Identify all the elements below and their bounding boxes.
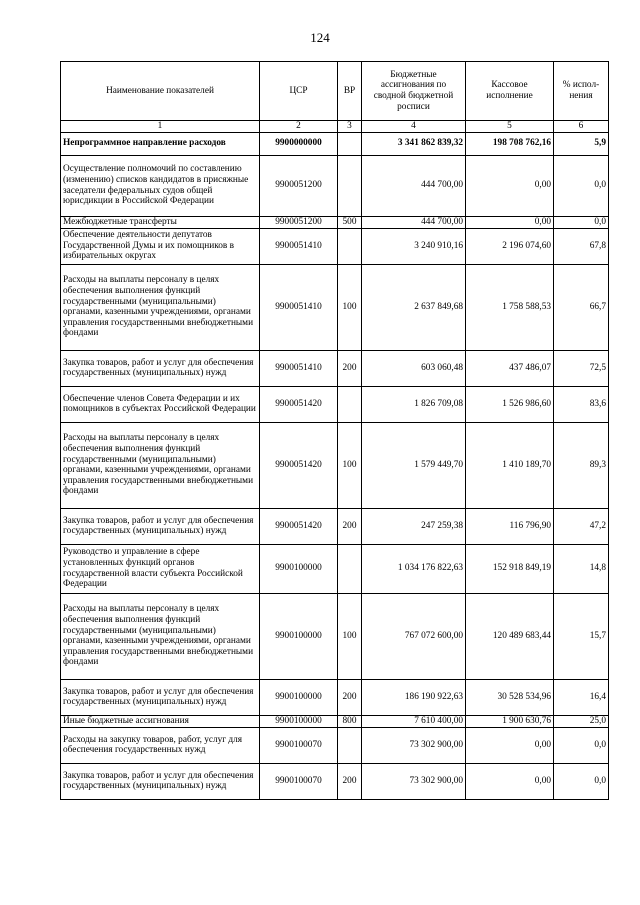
cell-budget: 1 034 176 822,63 <box>362 544 466 593</box>
table-row <box>61 679 609 715</box>
column-number-row <box>61 121 609 133</box>
cell-percent: 25,0 <box>554 715 609 727</box>
column-number: 1 <box>61 121 260 133</box>
cell-csr: 9900100070 <box>260 727 338 763</box>
table-row <box>61 350 609 386</box>
cell-cash: 1 410 189,70 <box>466 422 554 508</box>
table-body <box>61 132 609 799</box>
cell-budget: 1 579 449,70 <box>362 422 466 508</box>
cell-csr: 9900051420 <box>260 508 338 544</box>
cell-name: Руководство и управление в сфере установленных функций органов государственной власти субъекта Российской Федерации <box>61 544 260 593</box>
cell-budget: 767 072 600,00 <box>362 593 466 679</box>
cell-budget: 3 240 910,16 <box>362 228 466 264</box>
cell-vr: 200 <box>338 350 362 386</box>
cell-vr: 100 <box>338 593 362 679</box>
cell-percent: 67,8 <box>554 228 609 264</box>
cell-budget: 3 341 862 839,32 <box>362 132 466 155</box>
cell-name: Обеспечение деятельности депутатов Государственной Думы и их помощников в избирательных округах <box>61 228 260 264</box>
cell-csr: 9900051410 <box>260 350 338 386</box>
cell-name: Расходы на выплаты персоналу в целях обеспечения выполнения функций государственными (муниципальными) органами, казенными учреждениями, органами управления государственными внебюджетными фондами <box>61 422 260 508</box>
cell-vr <box>338 132 362 155</box>
cell-percent: 72,5 <box>554 350 609 386</box>
table-row <box>61 763 609 799</box>
cell-vr <box>338 386 362 422</box>
header-percent: % испол-нения <box>554 62 609 121</box>
table-row <box>61 216 609 228</box>
cell-vr <box>338 544 362 593</box>
table-row <box>61 727 609 763</box>
cell-name: Расходы на закупку товаров, работ, услуг для обеспечения государственных нужд <box>61 727 260 763</box>
cell-csr: 9900100000 <box>260 715 338 727</box>
cell-cash: 2 196 074,60 <box>466 228 554 264</box>
page-number: 124 <box>310 30 330 45</box>
table-header-row <box>61 62 609 121</box>
cell-csr: 9900100070 <box>260 763 338 799</box>
table-row <box>61 593 609 679</box>
cell-percent: 15,7 <box>554 593 609 679</box>
cell-percent: 0,0 <box>554 155 609 216</box>
table-row <box>61 508 609 544</box>
cell-percent: 47,2 <box>554 508 609 544</box>
cell-vr <box>338 228 362 264</box>
cell-name: Обеспечение членов Совета Федерации и их помощников в субъектах Российской Федерации <box>61 386 260 422</box>
table-row <box>61 422 609 508</box>
cell-budget: 444 700,00 <box>362 155 466 216</box>
cell-budget: 603 060,48 <box>362 350 466 386</box>
cell-csr: 9900051420 <box>260 422 338 508</box>
cell-csr: 9900100000 <box>260 544 338 593</box>
cell-name: Непрограммное направление расходов <box>61 132 260 155</box>
cell-csr: 9900051420 <box>260 386 338 422</box>
cell-name: Закупка товаров, работ и услуг для обеспечения государственных (муниципальных) нужд <box>61 679 260 715</box>
table-row <box>61 132 609 155</box>
column-number: 3 <box>338 121 362 133</box>
cell-vr: 200 <box>338 763 362 799</box>
cell-name: Расходы на выплаты персоналу в целях обеспечения выполнения функций государственными (муниципальными) органами, казенными учреждениями, органами управления государственными внебюджетными фондами <box>61 593 260 679</box>
cell-vr: 100 <box>338 264 362 350</box>
cell-cash: 0,00 <box>466 763 554 799</box>
cell-percent: 0,0 <box>554 727 609 763</box>
table-row <box>61 264 609 350</box>
cell-cash: 0,00 <box>466 155 554 216</box>
cell-percent: 0,0 <box>554 763 609 799</box>
cell-budget: 2 637 849,68 <box>362 264 466 350</box>
cell-percent: 5,9 <box>554 132 609 155</box>
column-number: 6 <box>554 121 609 133</box>
cell-cash: 0,00 <box>466 216 554 228</box>
cell-name: Расходы на выплаты персоналу в целях обеспечения выполнения функций государственными (муниципальными) органами, казенными учреждениями, органами управления государственными внебюджетными фондами <box>61 264 260 350</box>
cell-percent: 14,8 <box>554 544 609 593</box>
header-name: Наименование показателей <box>61 62 260 121</box>
header-cash: Кассовое исполнение <box>466 62 554 121</box>
cell-name: Закупка товаров, работ и услуг для обеспечения государственных (муниципальных) нужд <box>61 508 260 544</box>
cell-budget: 7 610 400,00 <box>362 715 466 727</box>
cell-name: Осуществление полномочий по составлению (изменению) списков кандидатов в присяжные заседатели федеральных судов общей юрисдикции в Российской Федерации <box>61 155 260 216</box>
cell-vr <box>338 727 362 763</box>
cell-budget: 444 700,00 <box>362 216 466 228</box>
table-row <box>61 715 609 727</box>
cell-budget: 1 826 709,08 <box>362 386 466 422</box>
column-number: 2 <box>260 121 338 133</box>
cell-cash: 1 900 630,76 <box>466 715 554 727</box>
cell-percent: 89,3 <box>554 422 609 508</box>
column-number: 5 <box>466 121 554 133</box>
cell-percent: 16,4 <box>554 679 609 715</box>
cell-name: Иные бюджетные ассигнования <box>61 715 260 727</box>
cell-percent: 83,6 <box>554 386 609 422</box>
cell-csr: 9900051200 <box>260 155 338 216</box>
cell-csr: 9900051410 <box>260 264 338 350</box>
cell-vr: 200 <box>338 508 362 544</box>
header-vr: ВР <box>338 62 362 121</box>
cell-cash: 30 528 534,96 <box>466 679 554 715</box>
cell-budget: 186 190 922,63 <box>362 679 466 715</box>
cell-csr: 9900000000 <box>260 132 338 155</box>
cell-vr: 800 <box>338 715 362 727</box>
cell-cash: 198 708 762,16 <box>466 132 554 155</box>
cell-cash: 0,00 <box>466 727 554 763</box>
cell-cash: 1 526 986,60 <box>466 386 554 422</box>
budget-execution-table <box>60 61 609 800</box>
cell-percent: 0,0 <box>554 216 609 228</box>
cell-csr: 9900051410 <box>260 228 338 264</box>
table-row <box>61 228 609 264</box>
cell-name: Закупка товаров, работ и услуг для обеспечения государственных (муниципальных) нужд <box>61 350 260 386</box>
cell-vr: 500 <box>338 216 362 228</box>
cell-csr: 9900100000 <box>260 679 338 715</box>
cell-vr <box>338 155 362 216</box>
cell-vr: 100 <box>338 422 362 508</box>
cell-cash: 116 796,90 <box>466 508 554 544</box>
cell-budget: 247 259,38 <box>362 508 466 544</box>
cell-name: Закупка товаров, работ и услуг для обеспечения государственных (муниципальных) нужд <box>61 763 260 799</box>
cell-cash: 120 489 683,44 <box>466 593 554 679</box>
cell-budget: 73 302 900,00 <box>362 763 466 799</box>
table-row <box>61 544 609 593</box>
column-number: 4 <box>362 121 466 133</box>
cell-vr: 200 <box>338 679 362 715</box>
cell-percent: 66,7 <box>554 264 609 350</box>
header-budget: Бюджетные ассигнования по сводной бюджетной росписи <box>362 62 466 121</box>
cell-csr: 9900051200 <box>260 216 338 228</box>
cell-budget: 73 302 900,00 <box>362 727 466 763</box>
table-row <box>61 386 609 422</box>
cell-cash: 1 758 588,53 <box>466 264 554 350</box>
header-csr: ЦСР <box>260 62 338 121</box>
cell-name: Межбюджетные трансферты <box>61 216 260 228</box>
table-row <box>61 155 609 216</box>
cell-cash: 152 918 849,19 <box>466 544 554 593</box>
cell-cash: 437 486,07 <box>466 350 554 386</box>
cell-csr: 9900100000 <box>260 593 338 679</box>
